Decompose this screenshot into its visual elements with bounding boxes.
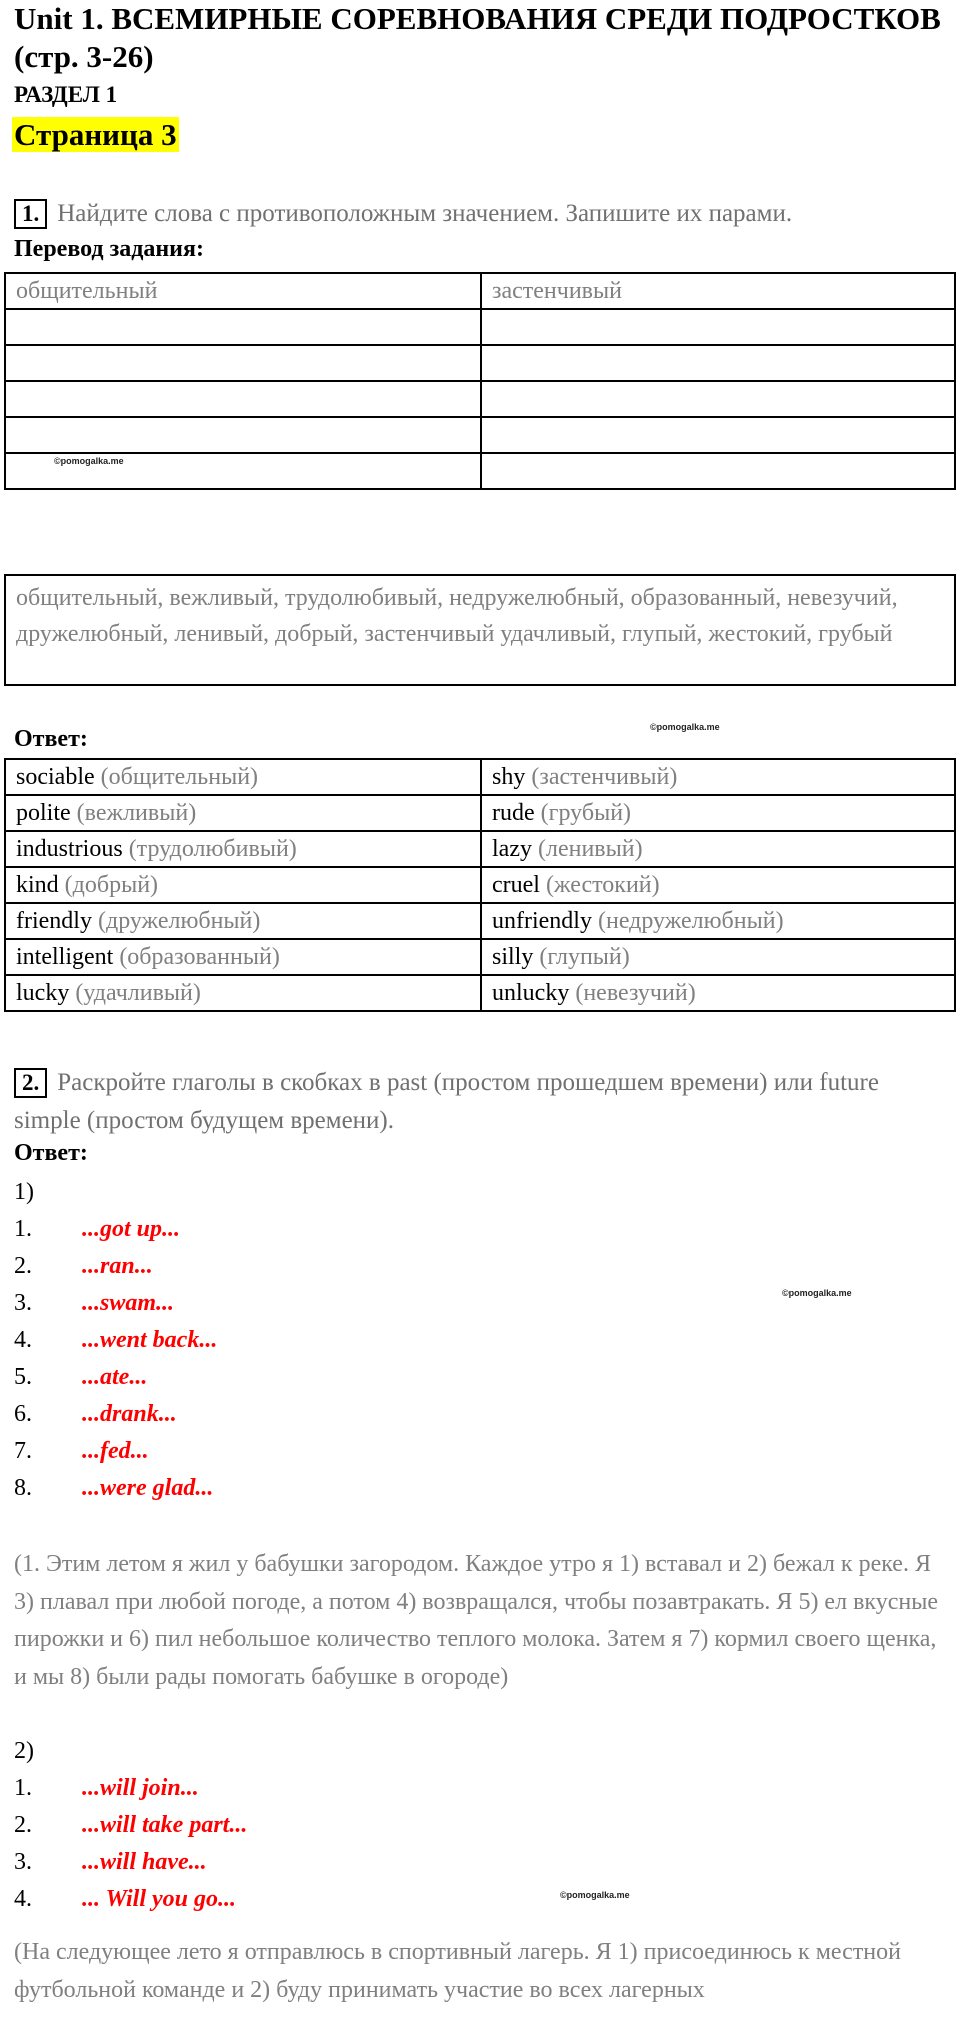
item-answer: ...drank... [82,1401,177,1427]
table-row [5,831,955,867]
table-cell [481,453,955,489]
answer-word: industrious [16,835,123,862]
table-cell [5,417,481,453]
table-cell [481,795,955,831]
table-row [5,975,955,1011]
answer-word: lucky [16,979,70,1006]
watermark: ©pomogalka.me [560,1890,630,1900]
item-number: 3. [14,1849,32,1875]
table-cell [5,939,481,975]
answer-label-2: Ответ: [14,1140,88,1166]
list-item [14,1807,614,1844]
table-cell [481,345,955,381]
list-item [14,1322,614,1359]
item-number: 6. [14,1401,32,1427]
item-answer: ...ran... [82,1253,153,1279]
table-cell [481,381,955,417]
answer-translation: (вежливый) [76,799,197,826]
table-cell [5,309,481,345]
item-answer: ...fed... [82,1438,149,1464]
list-item [14,1211,614,1248]
table-row [5,795,955,831]
watermark: ©pomogalka.me [54,456,124,466]
task2-text: Раскройте глаголы в скобках в past (простом прошедшем времени) или future simple (простом будущем времени). [14,1069,879,1134]
answer-translation: (удачливый) [75,979,201,1006]
word-bank: общительный, вежливый, трудолюбивый, недружелюбный, образованный, невезучий, дружелюбный, ленивый, добрый, застенчивый удачливый, глупый, жестокий, грубый [4,574,956,686]
list-item [14,1396,614,1433]
answer-translation: (дружелюбный) [97,907,261,934]
task1-heading [14,195,792,233]
item-answer: ... Will you go... [82,1886,237,1912]
table-cell [5,795,481,831]
item-answer: ...will join... [82,1775,199,1801]
page-label: Страница 3 [14,117,177,152]
part1-label: 1) [14,1179,34,1205]
list-item [14,1433,614,1470]
table-row [5,903,955,939]
list-item [14,1359,614,1396]
part2-translation: (На следующее лето я отправлюсь в спортивный лагерь. Я 1) присоединюсь к местной футбольной команде и 2) буду принимать участие во всех лагерных [14,1939,901,2003]
table-row [5,309,955,345]
table-cell [481,417,955,453]
table-cell [5,975,481,1011]
table-cell [481,867,955,903]
answer-translation: (недружелюбный) [597,907,784,934]
answer-translation: (ленивый) [537,835,643,862]
item-answer: ...got up... [82,1216,181,1242]
table-cell [5,381,481,417]
part2-label: 2) [14,1738,34,1764]
item-answer: ...will take part... [82,1812,248,1838]
item-number: 2. [14,1253,32,1279]
answers-table [4,758,956,1012]
table-row [5,867,955,903]
item-number: 1. [14,1216,32,1242]
item-number: 7. [14,1438,32,1464]
answer-translation: (застенчивый) [531,763,678,790]
item-answer: ...were glad... [82,1475,214,1501]
part1-answers [14,1211,614,1507]
table-row [5,345,955,381]
item-number: 2. [14,1812,32,1838]
list-item [14,1770,614,1807]
table-cell [5,453,481,489]
table-cell [481,939,955,975]
table-cell [481,975,955,1011]
answer-translation: (добрый) [64,871,159,898]
answer-word: unlucky [492,979,570,1006]
answer-word: polite [16,799,71,826]
answer-label-1: Ответ: [14,726,88,752]
answer-translation: (невезучий) [575,979,696,1006]
answer-word: sociable [16,763,95,790]
answer-word: silly [492,943,534,970]
task1-text: Найдите слова с противоположным значением. Запишите их парами. [57,200,793,227]
table-cell [5,759,481,795]
page-label-highlight [12,116,179,154]
item-number: 4. [14,1327,32,1353]
table-cell [481,831,955,867]
watermark: ©pomogalka.me [782,1288,852,1298]
table-cell [481,759,955,795]
table-cell [5,903,481,939]
answer-word: rude [492,799,535,826]
answer-word: cruel [492,871,540,898]
table-row [5,273,955,309]
item-number: 4. [14,1886,32,1912]
table-cell [5,345,481,381]
answer-word: friendly [16,907,92,934]
table-row [5,381,955,417]
answer-translation: (общительный) [100,763,259,790]
table-row [5,417,955,453]
item-answer: ...ate... [82,1364,148,1390]
table-cell: общительный [5,273,481,309]
table-cell [481,903,955,939]
item-answer: ...will have... [82,1849,207,1875]
item-number: 5. [14,1364,32,1390]
list-item [14,1844,614,1881]
translation-label: Перевод задания: [14,236,204,262]
answer-translation: (жестокий) [545,871,660,898]
item-answer: ...swam... [82,1290,175,1316]
task2-heading [14,1064,944,1140]
answer-translation: (глупый) [539,943,630,970]
table-cell: застенчивый [481,273,955,309]
section-label: РАЗДЕЛ 1 [14,82,118,107]
table-cell [481,309,955,345]
page-title: Unit 1. ВСЕМИРНЫЕ СОРЕВНОВАНИЯ СРЕДИ ПОДРОСТКОВ (стр. 3-26) [14,1,941,74]
answer-translation: (образованный) [119,943,280,970]
item-number: 8. [14,1475,32,1501]
answer-word: intelligent [16,943,114,970]
answer-word: unfriendly [492,907,592,934]
list-item [14,1470,614,1507]
table-cell [5,831,481,867]
item-answer: ...went back... [82,1327,218,1353]
task2-number: 2. [14,1068,47,1098]
watermark: ©pomogalka.me [650,722,720,732]
table-row [5,759,955,795]
list-item [14,1881,614,1918]
answer-word: shy [492,763,526,790]
list-item [14,1285,614,1322]
table-row [5,453,955,489]
table-cell [5,867,481,903]
table-row [5,939,955,975]
template-table [4,272,956,490]
answer-translation: (грубый) [540,799,632,826]
answer-word: kind [16,871,59,898]
item-number: 3. [14,1290,32,1316]
answer-word: lazy [492,835,532,862]
list-item [14,1248,614,1285]
task1-number: 1. [14,199,47,229]
item-number: 1. [14,1775,32,1801]
answer-translation: (трудолюбивый) [128,835,297,862]
part1-translation: (1. Этим летом я жил у бабушки загородом. Каждое утро я 1) вставал и 2) бежал к реке. Я 3) плавал при любой погоде, а потом 4) возвращался, чтобы позавтракать. Я 5) ел вкусные пирожки и 6) пил небольшое количество теплого молока. Затем я 7) кормил своего щенка, и мы 8) были рады помогать бабушке в огороде) [14,1551,938,1690]
part2-answers [14,1770,614,1918]
